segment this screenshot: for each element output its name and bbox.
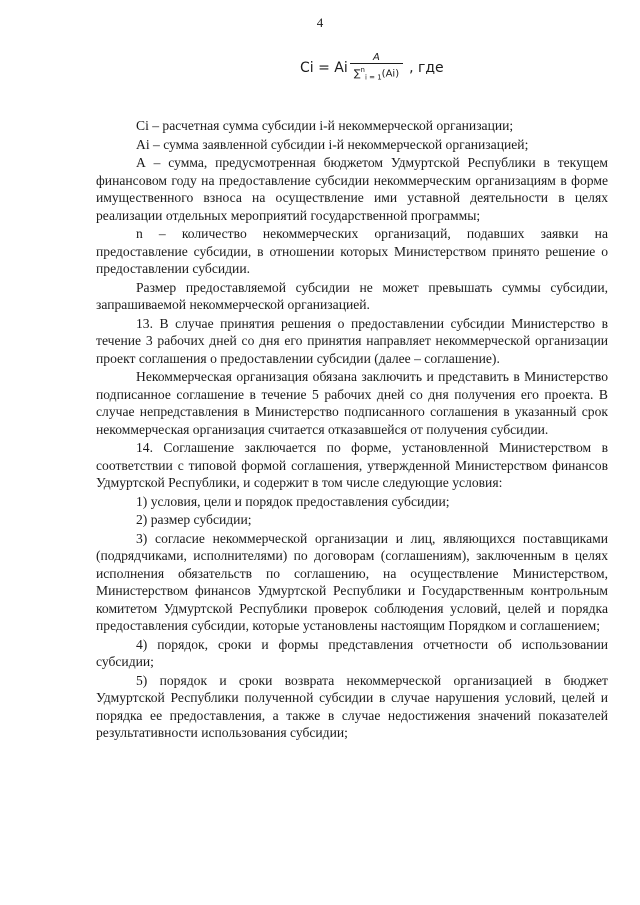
sum-lower-limit: i = 1 (364, 73, 382, 82)
paragraph: Ai – сумма заявленной субсидии i-й некоммерческой организацией; (136, 136, 529, 152)
list-item: 1) условия, цели и порядок предоставления субсидии; (136, 493, 450, 509)
paragraph: 13. В случае принятия решения о предоставлении субсидии Министерство в течение 3 рабочих дней со дня его принятия направляет некоммерческой организации проект соглашения о предоставлении субсидии (далее – соглашение). (96, 315, 608, 366)
formula-numerator: A (373, 52, 380, 63)
list-item: 4) порядок, сроки и формы представления отчетности об использовании субсидии; (96, 636, 608, 669)
sigma-symbol: ∑ (353, 68, 361, 80)
formula-denominator (350, 63, 403, 83)
subsidy-formula (300, 52, 444, 83)
paragraph: Ci – расчетная сумма субсидии i-й некоммерческой организации; (136, 118, 514, 133)
formula-tail: , где (409, 59, 444, 76)
formula-lhs: Ci = Ai (300, 59, 348, 76)
sum-upper-limit: n (360, 66, 365, 74)
document-body (96, 117, 608, 743)
list-item: 2) размер субсидии; (136, 512, 252, 527)
list-item: 3) согласие некоммерческой организации и лиц, являющихся поставщиками (подрядчиками, исполнителями) по договорам (соглашениям), заключенным в целях исполнения обязательств по соглашению, на осуществление Министерством, Министерством финансов Удмуртской Республики и Государственным контрольным комитетом Удмуртской Республики проверок соблюдения условий, целей и порядка предоставления субсидии, которые установлены настоящим Порядком и соглашением; (96, 530, 608, 633)
paragraph: А – сумма, предусмотренная бюджетом Удмуртской Республики в текущем финансовом году на предоставление субсидии некоммерческим организациям в форме имущественного взноса на осуществление ими уставной деятельности в целях реализации отдельных мероприятий государственной программы; (96, 155, 608, 223)
paragraph: Размер предоставляемой субсидии не может превышать суммы субсидии, запрашиваемой некоммерческой организацией. (96, 279, 608, 312)
paragraph: Некоммерческая организация обязана заключить и представить в Министерство подписанное соглашение в течение 5 рабочих дней со дня получения его проекта. В случае непредставления в Министерство подписанного соглашения в указанный срок некоммерческая организация считается отказавшейся от получения субсидии. (96, 369, 608, 437)
page-number: 4 (316, 15, 324, 30)
formula-fraction (350, 52, 403, 83)
denominator-term: (Ai) (381, 68, 400, 80)
paragraph: n – количество некоммерческих организаций, подавших заявки на предоставление субсидии, в отношении которых Министерством принято решение о предоставлении субсидии. (96, 226, 608, 276)
paragraph: 14. Соглашение заключается по форме, установленной Министерством в соответствии с типовой формой соглашения, утвержденной Министерством финансов Удмуртской Республики, и содержит в том числе следующие условия: (96, 440, 608, 490)
list-item: 5) порядок и сроки возврата некоммерческой организацией в бюджет Удмуртской Республики полученной субсидии в случае нарушения условий, целей и порядка ее предоставления, а также в случае недостижения значений показателей результативности использования субсидии; (96, 672, 608, 740)
